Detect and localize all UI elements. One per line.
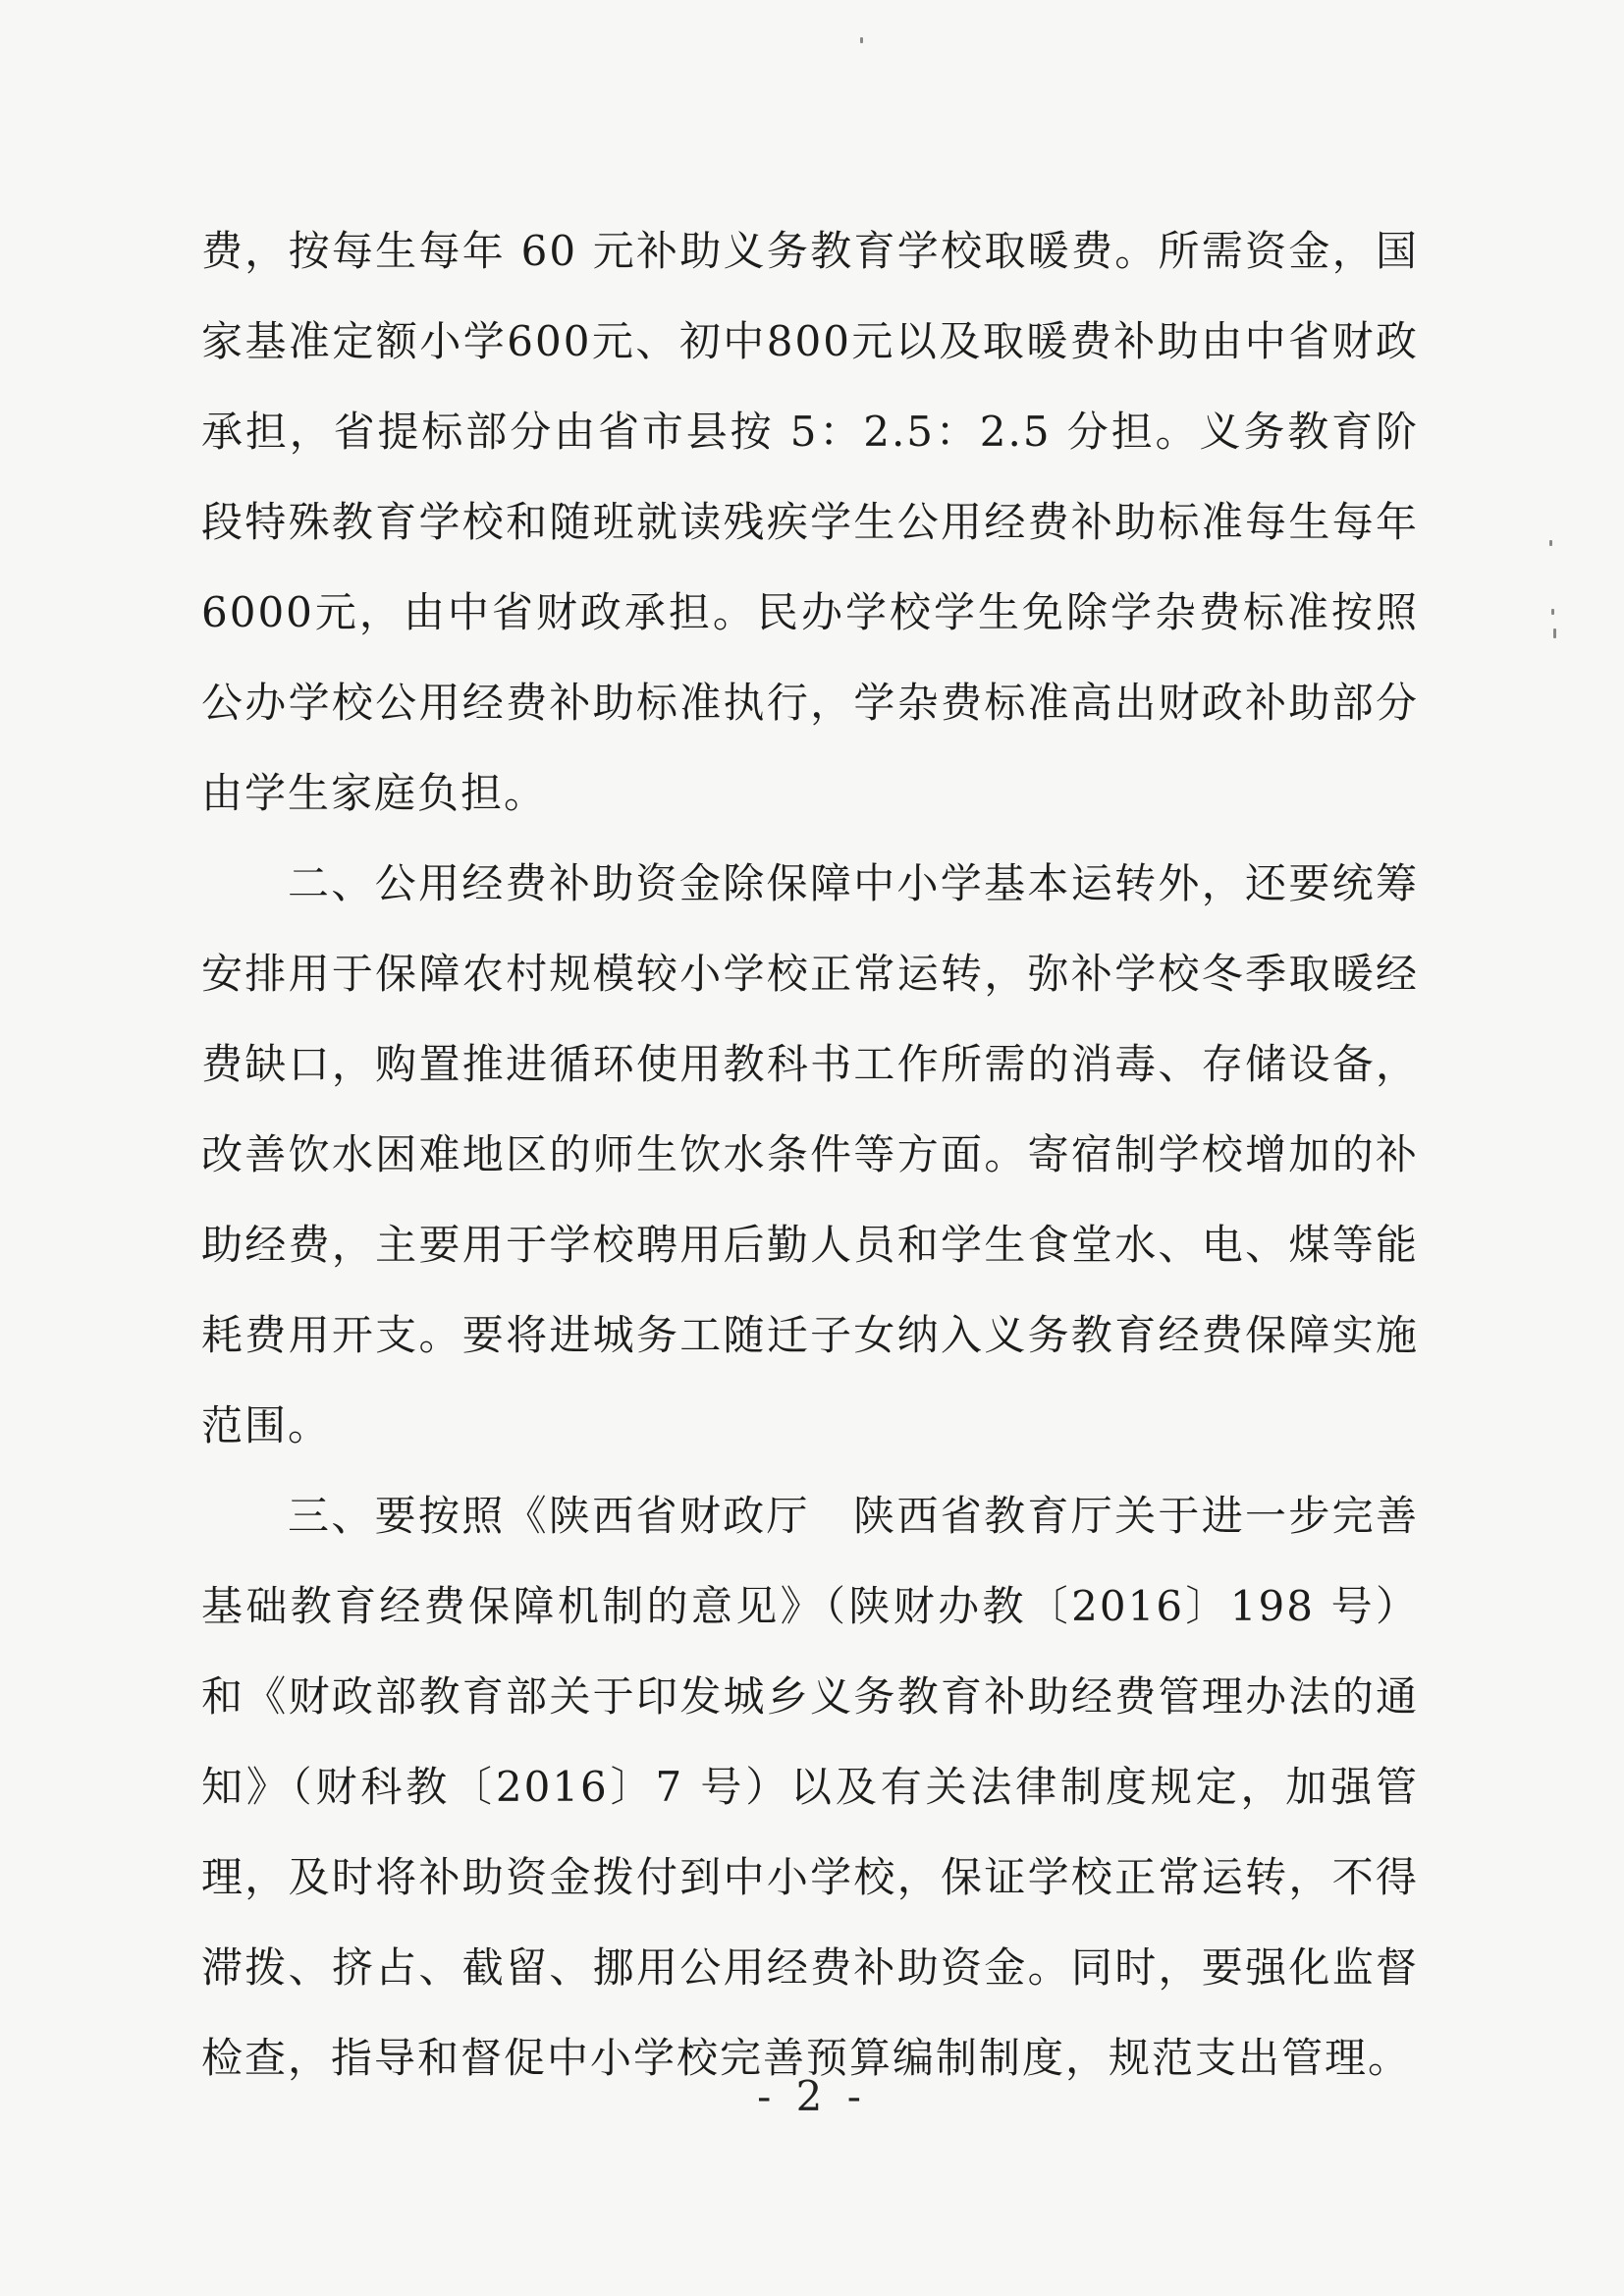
scan-speck — [1549, 540, 1552, 546]
document-body — [201, 206, 1419, 2104]
scan-speck — [860, 37, 863, 43]
paragraph-funding-standards: 费，按每生每年 60 元补助义务教育学校取暖费。所需资金，国家基准定额小学600元、初中800元以及取暖费补助由中省财政承担，省提标部分由省市县按 5：2.5：2.5 分担。义务教育阶段特殊教育学校和随班就读残疾学生公用经费补助标准每生每年6000元，由中省财政承担。民办学校学生免除学杂费标准按照公办学校公用经费补助标准执行，学杂费标准高出财政补助部分由学生家庭负担。 — [201, 227, 1419, 817]
scan-speck — [1553, 629, 1556, 638]
paragraph-section-three: 三、要按照《陕西省财政厅 陕西省教育厅关于进一步完善基础教育经费保障机制的意见》（陕财办教〔2016〕198 号）和《财政部教育部关于印发城乡义务教育补助经费管理办法的通知》（财科教〔2016〕7 号）以及有关法律制度规定，加强管理，及时将补助资金拨付到中小学校，保证学校正常运转，不得滞拨、挤占、截留、挪用公用经费补助资金。同时，要强化监督检查，指导和督促中小学校完善预算编制制度，规范支出管理。 — [201, 1492, 1419, 2082]
paragraph-section-two: 二、公用经费补助资金除保障中小学基本运转外，还要统筹安排用于保障农村规模较小学校正常运转，弥补学校冬季取暖经费缺口，购置推进循环使用教科书工作所需的消毒、存储设备，改善饮水困难地区的师生饮水条件等方面。寄宿制学校增加的补助经费，主要用于学校聘用后勤人员和学生食堂水、电、煤等能耗费用开支。要将进城务工随迁子女纳入义务教育经费保障实施范围。 — [201, 859, 1419, 1449]
page-number: - 2 - — [757, 2072, 867, 2120]
scan-speck — [1551, 609, 1554, 615]
